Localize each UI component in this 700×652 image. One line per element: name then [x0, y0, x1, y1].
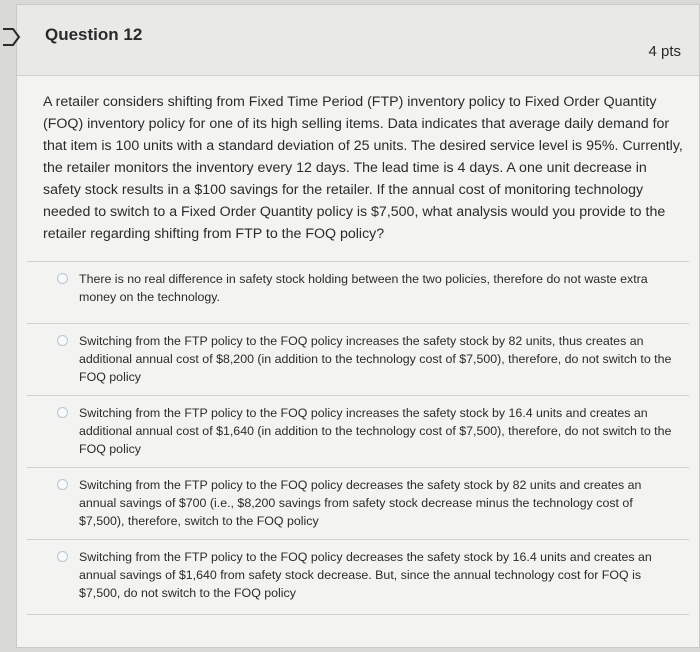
- answer-text: There is no real difference in safety stock holding between the two policies, therefore do not waste extra money on the technology.: [79, 272, 648, 304]
- question-header: [17, 5, 699, 76]
- answer-option-3[interactable]: [27, 395, 689, 467]
- question-points: 4 pts: [648, 43, 681, 60]
- radio-button[interactable]: [57, 551, 68, 562]
- answer-text: Switching from the FTP policy to the FOQ policy decreases the safety stock by 82 units and creates an annual savings of $700 (i.e., $8,200 savings from safety stock decrease minus the technology cost of $7,500), therefore, switch to the FOQ policy: [79, 478, 642, 528]
- question-card: [16, 4, 700, 648]
- question-marker-arrow-icon: [1, 27, 21, 47]
- answer-text: Switching from the FTP policy to the FOQ policy decreases the safety stock by 16.4 units and creates an annual savings of $1,640 from safety stock decrease. But, since the annual technology cost for FOQ is $7,500, do not switch to the FOQ policy: [79, 550, 652, 600]
- answer-option-2[interactable]: [27, 323, 689, 395]
- question-title: Question 12: [45, 25, 143, 44]
- answer-option-4[interactable]: [27, 467, 689, 539]
- answer-text: Switching from the FTP policy to the FOQ policy increases the safety stock by 16.4 units and creates an additional annual cost of $1,640 (in addition to the technology cost of $7,500), therefore, do not switch to the FOQ policy: [79, 406, 672, 456]
- answer-option-5[interactable]: [27, 539, 689, 615]
- answer-list: [27, 261, 689, 615]
- radio-button[interactable]: [57, 273, 68, 284]
- answer-text: Switching from the FTP policy to the FOQ policy increases the safety stock by 82 units, thus creates an additional annual cost of $8,200 (in addition to the technology cost of $7,500), therefore, do not switch to the FOQ policy: [79, 334, 672, 384]
- radio-button[interactable]: [57, 479, 68, 490]
- question-prompt: A retailer considers shifting from Fixed Time Period (FTP) inventory policy to Fixed Order Quantity (FOQ) inventory policy for one of its high selling items. Data indicates that average daily demand for that item is 100 units with a standard deviation of 25 units. The desired service level is 95%. Currently, the retailer monitors the inventory every 12 days. The lead time is 4 days. A one unit decrease in safety stock results in a $100 savings for the retailer. If the annual cost of monitoring technology needed to switch to a Fixed Order Quantity policy is $7,500, what analysis would you provide to the retailer regarding shifting from FTP to the FOQ policy?: [43, 94, 683, 242]
- answer-option-1[interactable]: [27, 261, 689, 323]
- radio-button[interactable]: [57, 335, 68, 346]
- radio-button[interactable]: [57, 407, 68, 418]
